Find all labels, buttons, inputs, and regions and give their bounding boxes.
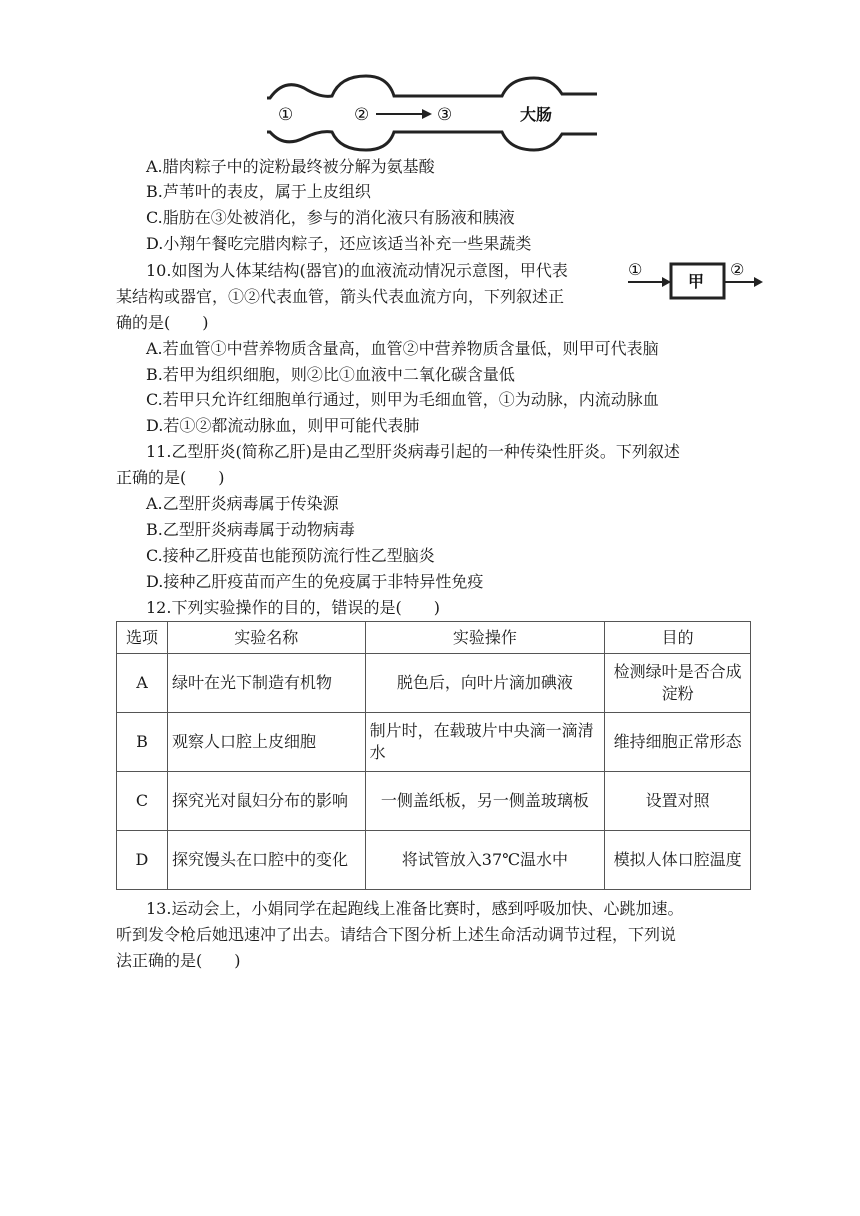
- table-row: [117, 713, 751, 772]
- q11-option-b: B.乙型肝炎病毒属于动物病毒: [146, 520, 355, 539]
- row-d-name: 探究馒头在口腔中的变化: [167, 831, 365, 890]
- row-a-operation: 脱色后，向叶片滴加碘液: [365, 654, 605, 713]
- row-a-name: 绿叶在光下制造有机物: [167, 654, 365, 713]
- fig-label-3: ③: [437, 105, 453, 125]
- q11-stem-line1: 11.乙型肝炎(简称乙肝)是由乙型肝炎病毒引起的一种传染性肝炎。下列叙述: [146, 442, 680, 461]
- header-experiment-name: 实验名称: [167, 622, 365, 654]
- q9-option-d: D.小翔午餐吃完腊肉粽子，还应该适当补充一些果蔬类: [146, 234, 532, 253]
- row-b-name: 观察人口腔上皮细胞: [167, 713, 365, 772]
- q10-option-b: B.若甲为组织细胞，则②比①血液中二氧化碳含量低: [146, 365, 515, 384]
- q13-stem-line1: 13.运动会上，小娟同学在起跑线上准备比赛时，感到呼吸加快、心跳加速。: [146, 899, 684, 918]
- table-row: [117, 831, 751, 890]
- row-b-operation: 制片时，在载玻片中央滴一滴清水: [365, 713, 605, 772]
- q12-stem: 12.下列实验操作的目的，错误的是( ): [146, 598, 440, 617]
- q10-option-d: D.若①②都流动脉血，则甲可能代表肺: [146, 416, 420, 435]
- row-a-purpose: 检测绿叶是否合成淀粉: [605, 654, 751, 713]
- row-d-purpose: 模拟人体口腔温度: [605, 831, 751, 890]
- q11-option-c: C.接种乙肝疫苗也能预防流行性乙型脑炎: [146, 546, 435, 565]
- fig-label-colon: 大肠: [520, 105, 553, 124]
- header-operation: 实验操作: [365, 622, 605, 654]
- organ-jia-label: 甲: [688, 272, 705, 291]
- fig-label-1: ①: [278, 105, 294, 125]
- q9-option-b: B.芦苇叶的表皮，属于上皮组织: [146, 182, 371, 201]
- q11-stem-line2: 正确的是( ): [116, 468, 225, 487]
- row-b-purpose: 维持细胞正常形态: [605, 713, 751, 772]
- q10-stem-line2: 某结构或器官，①②代表血管，箭头代表血流方向，下列叙述正: [116, 287, 565, 306]
- row-c-name: 探究光对鼠妇分布的影响: [167, 772, 365, 831]
- q13-stem-line3: 法正确的是( ): [116, 951, 241, 970]
- row-d-option: D: [117, 831, 168, 890]
- q13-stem-line2: 听到发令枪后她迅速冲了出去。请结合下图分析上述生命活动调节过程，下列说: [116, 925, 677, 944]
- table-row: [117, 654, 751, 713]
- row-c-operation: 一侧盖纸板，另一侧盖玻璃板: [365, 772, 605, 831]
- vessel-1-label: ①: [628, 260, 643, 279]
- header-option: 选项: [117, 622, 168, 654]
- row-a-option: A: [117, 654, 168, 713]
- row-d-operation: 将试管放入37℃温水中: [365, 831, 605, 890]
- vessel-2-label: ②: [730, 260, 745, 279]
- q11-option-d: D.接种乙肝疫苗而产生的免疫属于非特异性免疫: [146, 572, 484, 591]
- q10-option-c: C.若甲只允许红细胞单行通过，则甲为毛细血管，①为动脉，内流动脉血: [146, 390, 659, 409]
- experiment-table: [116, 621, 751, 890]
- q10-stem-line3: 确的是( ): [116, 313, 209, 332]
- row-c-purpose: 设置对照: [605, 772, 751, 831]
- row-c-option: C: [117, 772, 168, 831]
- q9-option-a: A.腊肉粽子中的淀粉最终被分解为氨基酸: [146, 157, 435, 176]
- table-row: [117, 772, 751, 831]
- q9-option-c: C.脂肪在③处被消化，参与的消化液只有肠液和胰液: [146, 208, 515, 227]
- digestive-tract-figure: [262, 72, 602, 152]
- q11-option-a: A.乙型肝炎病毒属于传染源: [146, 494, 339, 513]
- q10-option-a: A.若血管①中营养物质含量高，血管②中营养物质含量低，则甲可代表脑: [146, 339, 659, 358]
- row-b-option: B: [117, 713, 168, 772]
- blood-flow-figure: [626, 258, 766, 304]
- header-purpose: 目的: [605, 622, 751, 654]
- fig-label-2: ②: [354, 105, 370, 125]
- q10-stem-line1: 10.如图为人体某结构(器官)的血液流动情况示意图，甲代表: [146, 261, 568, 280]
- table-header-row: [117, 622, 751, 654]
